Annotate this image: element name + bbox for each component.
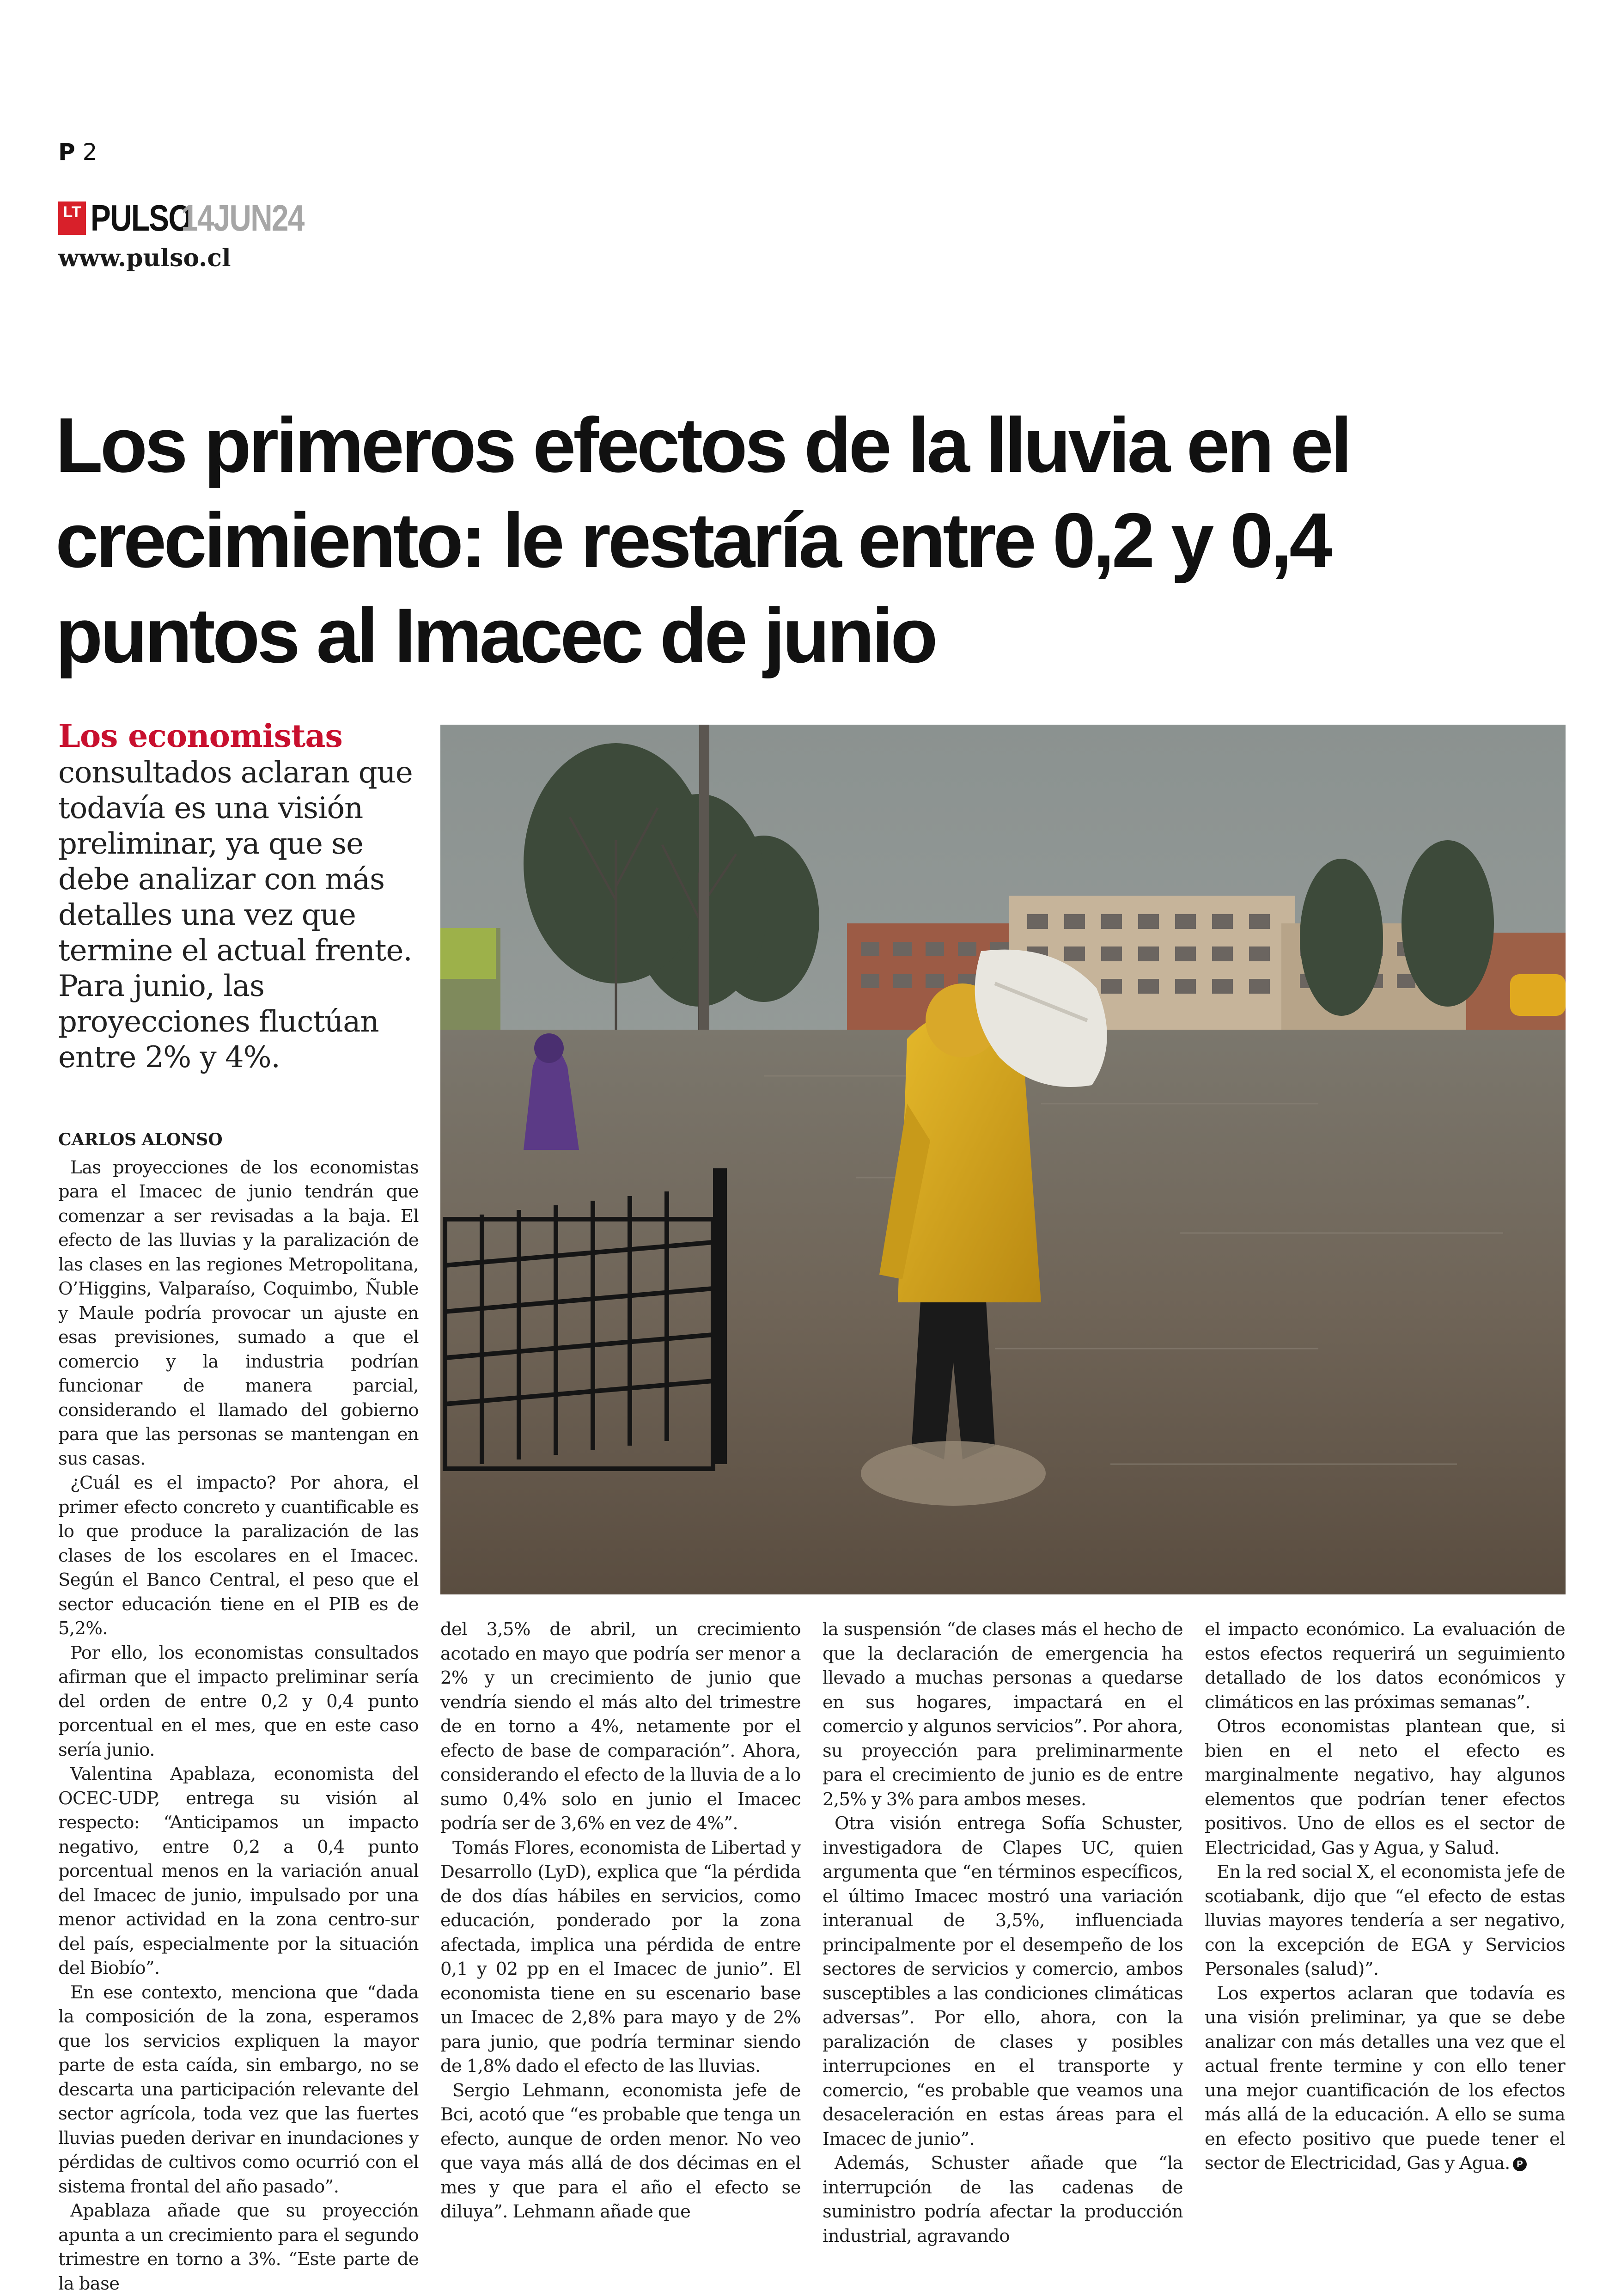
- paragraph: Otra visión entrega Sofía Schuster, investigadora de Clapes UC, quien argumenta que “en términos específicos, el último Imacec mostró una variación interanual de 3,5%, influenciada principalmente por el desempeño de los sectores de servicios y comercio, ambos susceptibles a las condiciones climáticas adversas”. Por ello, ahora, con la paralización de clases y posibles interrupciones en el transporte y comercio, “es probable que veamos una desaceleración en estas áreas para el Imacec de junio”.: [823, 1813, 1183, 2149]
- deck-text: consultados aclaran que todavía es una visión preliminar, ya que se debe analizar con más detalles una vez que termine el actual frente. Para junio, las proyecciones fluctúan entre 2% y 4%.: [58, 756, 413, 1075]
- paragraph: Además, Schuster añade que “la interrupción de las cadenas de suministro podría afectar la producción industrial, agravando: [823, 2153, 1183, 2247]
- paragraph: Otros economistas plantean que, si bien en el neto el efecto es marginalmente negativo, hay algunos elementos que podrían tener efectos positivos. Uno de ellos es el sector de Electricidad, Gas y Agua, y Salud.: [1205, 1716, 1565, 1858]
- deck-lead: Los economistas: [58, 718, 342, 755]
- masthead: [58, 197, 331, 238]
- article-column-3: [823, 1618, 1183, 2248]
- deck: [58, 719, 414, 1075]
- byline: CARLOS ALONSO: [58, 1130, 223, 1149]
- paragraph: [1205, 1982, 1565, 2176]
- paragraph: la suspensión “de clases más el hecho de que la declaración de emergencia ha llevado a muchas personas a quedarse en sus hogares, impactará en el comercio y algunos servicios”. Por ahora, su proyección para preliminarmente para el crecimiento de junio es de entre 2,5% y 3% para ambos meses.: [823, 1619, 1183, 1810]
- end-mark-icon: P: [1513, 2157, 1527, 2171]
- article-column-4: [1205, 1618, 1565, 2176]
- paragraph: ¿Cuál es el impacto? Por ahora, el primer efecto concreto y cuantificable es lo que produce la paralización de las clases de los escolares en el Imacec. Según el Banco Central, el peso que el sector educación tiene en el PIB es de 5,2%.: [58, 1472, 419, 1639]
- site-url[interactable]: www.pulso.cl: [58, 244, 231, 272]
- paragraph: Valentina Apablaza, economista del OCEC-UDP, entrega su visión al respecto: “Anticipamos un impacto negativo, entre 0,2 a 0,4 punto porcentual menos en la variación anual del Imacec de junio, impulsado por una menor actividad en la zona centro-sur del país, especialmente por la situación del Biobío”.: [58, 1764, 419, 1978]
- flood-photo: [440, 725, 1566, 1594]
- brand-name: PULSO: [91, 197, 191, 238]
- paragraph: Las proyecciones de los economistas para el Imacec de junio tendrán que comenzar a ser revisadas a la baja. El efecto de las lluvias y la paralización de las clases en las regiones Metropolitana, O’Higgins, Valparaíso, Coquimbo, Ñuble y Maule podría provocar un ajuste en esas previsiones, sumado a que el comercio y la industria podrían funcionar de manera parcial, considerando el llamado del gobierno para que las personas se mantengan en sus casas.: [58, 1157, 419, 1469]
- paragraph: Apablaza añade que su proyección apunta a un crecimiento para el segundo trimestre en torno a 3%. “Este parte de la base: [58, 2200, 419, 2294]
- article-column-1: [58, 1128, 419, 2296]
- issue-date: 14JUN24: [181, 197, 304, 238]
- page-number: P 2: [58, 139, 98, 165]
- paragraph: En ese contexto, menciona que “dada la composición de la zona, esperamos que los servicios expliquen la mayor parte de esta caída, sin embargo, no se descarta una participación relevante del sector agrícola, toda vez que las fuertes lluvias pueden derivar en inundaciones y pérdidas de cultivos como ocurrió con el sistema frontal del año pasado”.: [58, 1982, 419, 2197]
- la-tercera-logo: LT: [58, 202, 86, 235]
- paragraph: En la red social X, el economista jefe de scotiabank, dijo que “el efecto de estas lluvias mayores tendería a ser negativo, con la excepción de EGA y Servicios Personales (salud)”.: [1205, 1862, 1565, 1979]
- article-column-2: [440, 1618, 801, 2224]
- paragraph: el impacto económico. La evaluación de estos efectos requerirá un seguimiento detallado de los datos económicos y climáticos en las próximas semanas”.: [1205, 1619, 1565, 1713]
- paragraph: del 3,5% de abril, un crecimiento acotado en mayo que podría ser menor a 2% y un crecimiento de junio que vendría siendo el más alto del trimestre de en torno a 4%, netamente por el efecto de base de comparación”. Ahora, considerando el efecto de la lluvia de a lo sumo 0,4% solo en junio el Imacec podría ser de 3,6% en vez de 4%”.: [440, 1619, 801, 1834]
- paragraph: Sergio Lehmann, economista jefe de Bci, acotó que “es probable que tenga un efecto, aunque de orden menor. No veo que vaya más allá de dos décimas en el mes y que para el año el efecto se diluya”. Lehmann añade que: [440, 2080, 801, 2222]
- headline: Los primeros efectos de la lluvia en el crecimiento: le restaría entre 0,2 y 0,4 puntos al Imacec de junio: [55, 402, 1350, 679]
- paragraph-text: Los expertos aclaran que todavía es una visión preliminar, ya que se debe analizar con más detalles una vez que el actual frente termine y con ello tener una mejor cuantificación de los efectos más allá de la educación. A ello se suma en efecto positivo que puede tener el sector de Electricidad, Gas y Agua.: [1205, 1983, 1565, 2174]
- paragraph: Tomás Flores, economista de Libertad y Desarrollo (LyD), explica que “la pérdida de dos días hábiles en servicios, como educación, ponderado por la zona afectada, implica una pérdida de entre 0,1 y 02 pp en el Imacec de junio”. El economista tiene en su escenario base un Imacec de 2,8% para mayo y de 2% para junio, que podría terminar siendo de 1,8% dado el efecto de las lluvias.: [440, 1837, 801, 2076]
- paragraph: Por ello, los economistas consultados afirman que el impacto preliminar sería del orden de entre 0,2 y 0,4 punto porcentual en el mes, que en este caso sería junio.: [58, 1642, 419, 1760]
